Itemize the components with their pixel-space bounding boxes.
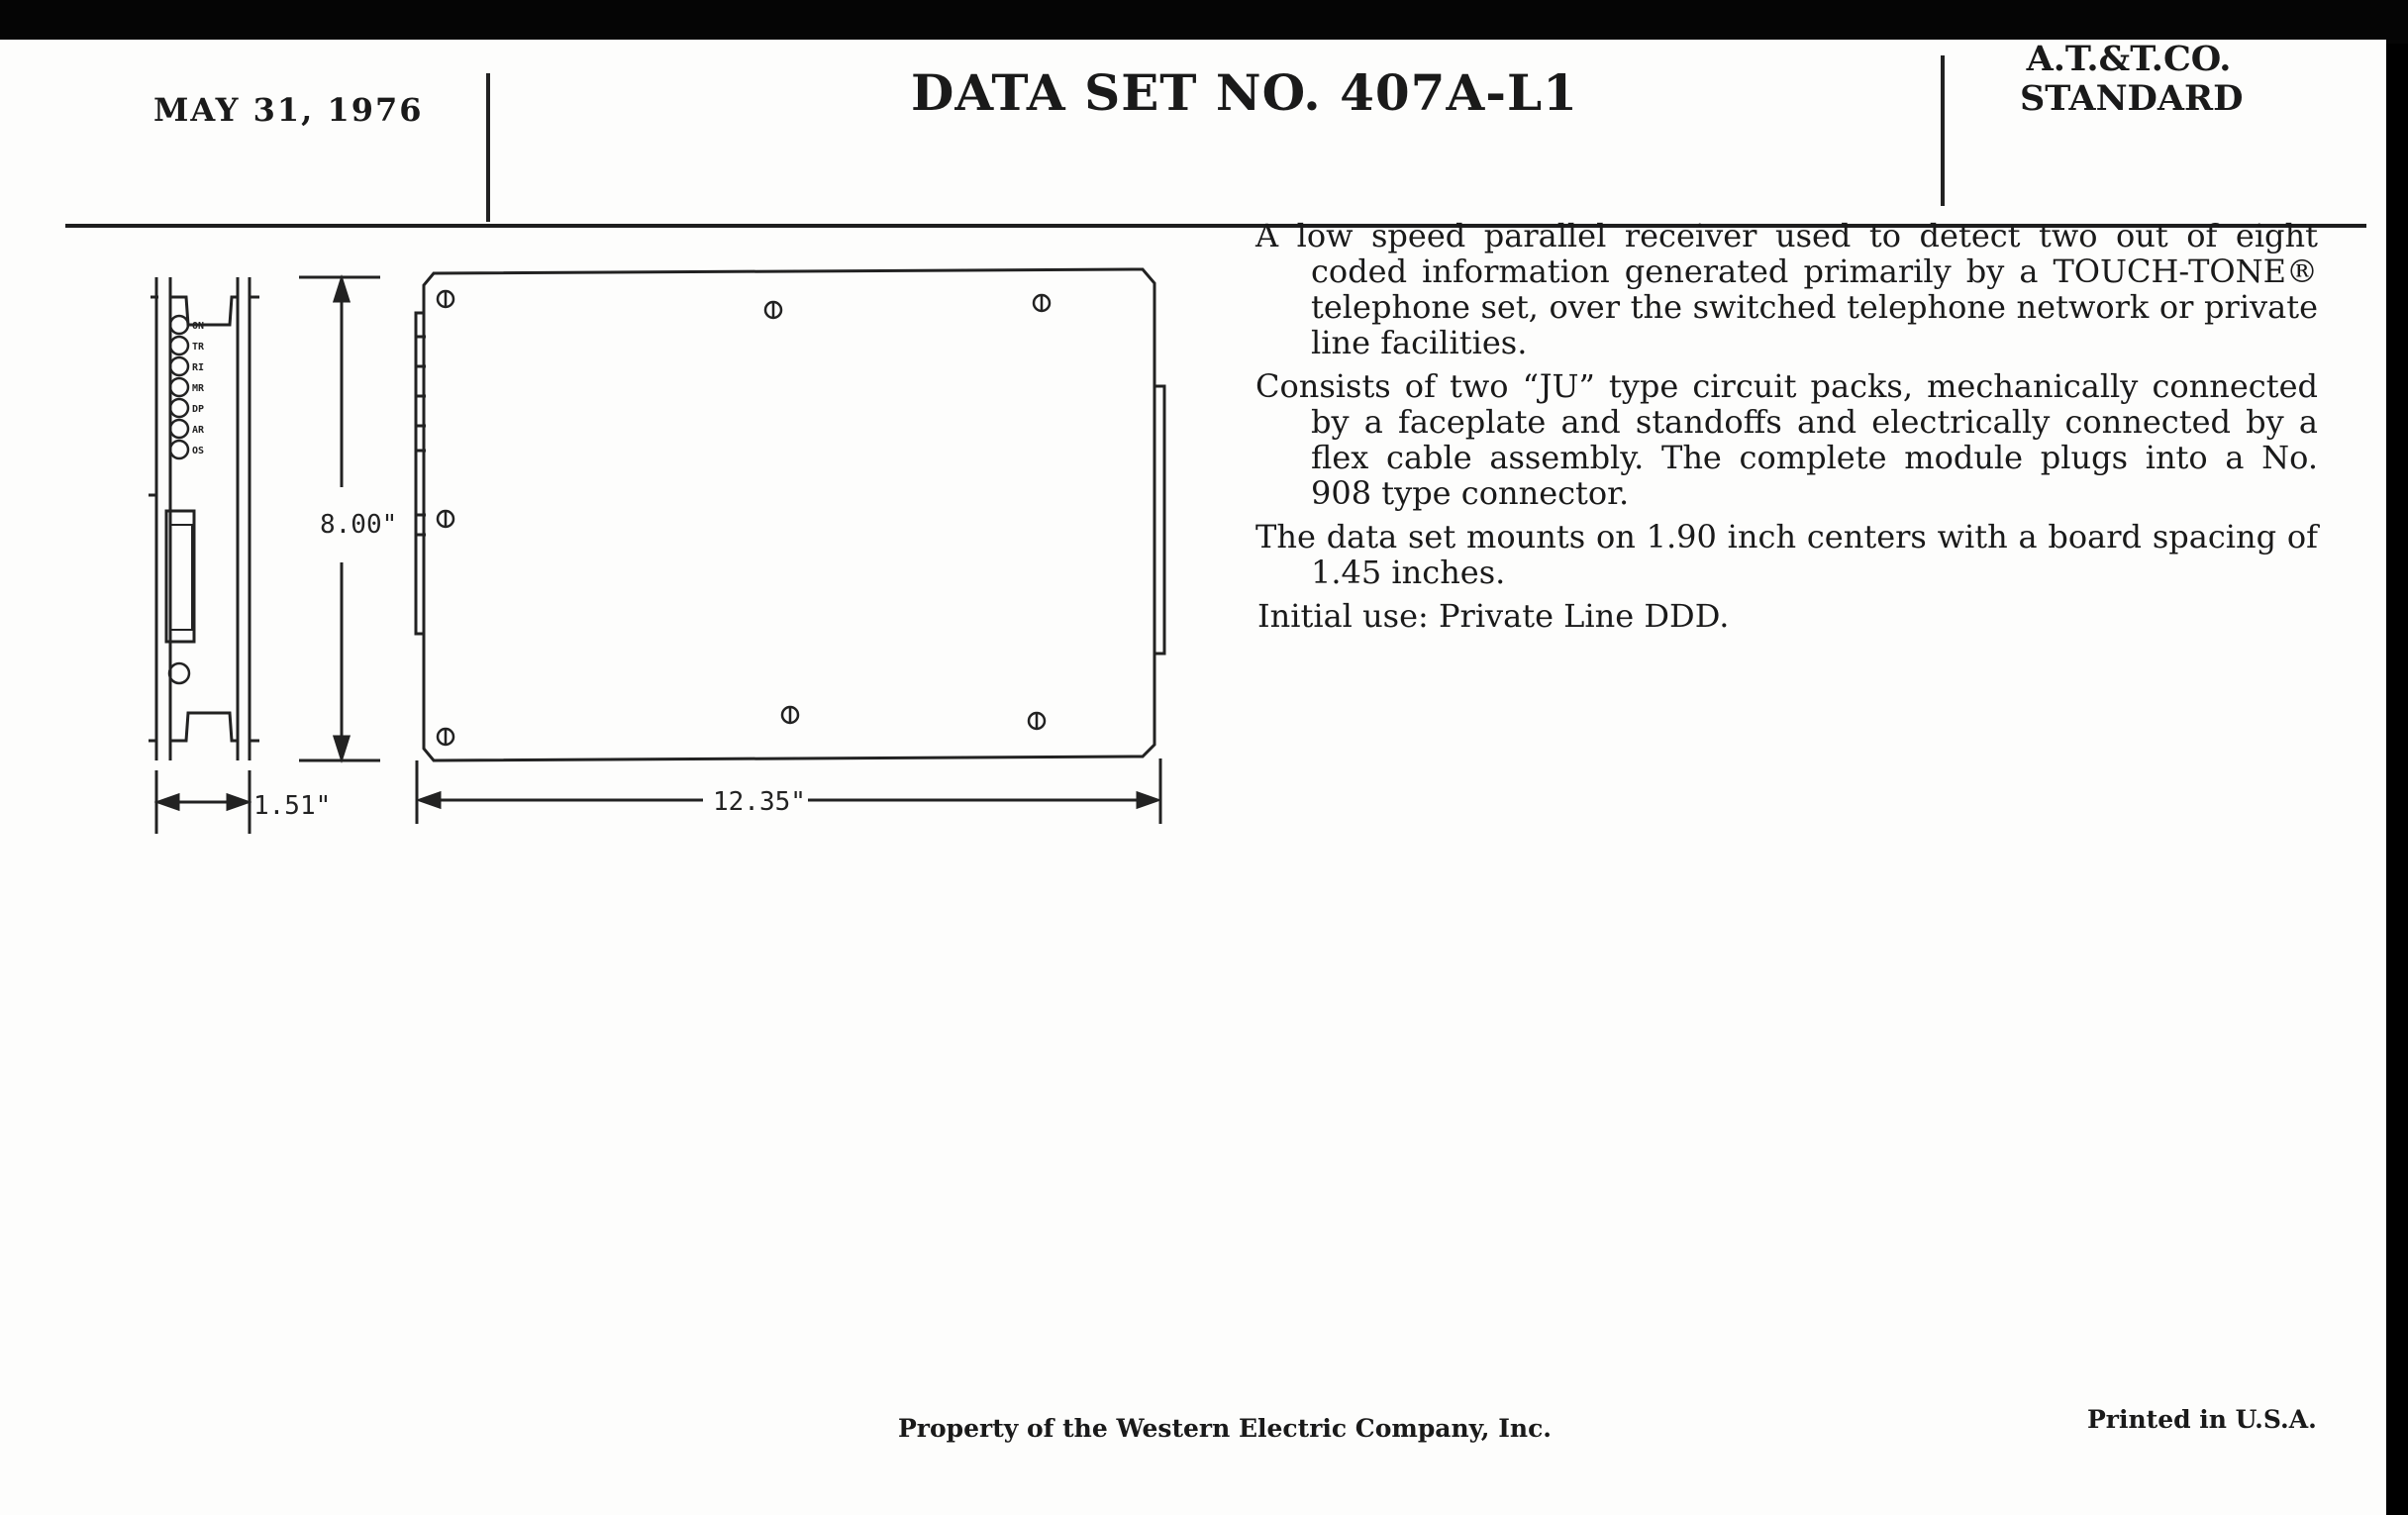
side-width-dimension: 1.51" [253, 791, 332, 821]
led-label: RI [192, 362, 205, 373]
page-title: DATA SET NO. 407A-L1 [911, 63, 1578, 122]
led-label: OS [192, 446, 205, 456]
footer-property: Property of the Western Electric Company, Inc. [898, 1414, 1553, 1443]
description-paragraph: A low speed parallel receiver used to detect two out of eight coded information generated primarily by a TOUCH-TONE® telephone set, over the switched telephone network or private line facilities. [1255, 217, 2318, 361]
footer-printed: Printed in U.S.A. [2087, 1405, 2317, 1434]
led-indicators [169, 316, 189, 683]
standard-line-2: STANDARD [2020, 78, 2244, 119]
led-labels [192, 321, 205, 456]
description-paragraph: The data set mounts on 1.90 inch centers with a board spacing of 1.45 inches. [1255, 518, 2318, 591]
led-label: ON [192, 321, 205, 332]
led-label: DP [192, 404, 205, 415]
description-paragraph: Consists of two “JU” type circuit packs, mechanically connected by a faceplate and standoffs and electrically connected by a flex cable assembly. The complete module plugs into a No. 908 type connector. [1255, 367, 2318, 512]
length-dimension: 12.35" [713, 787, 806, 817]
standard-line-1: A.T.&T.CO. [2026, 39, 2232, 79]
led-label: AR [192, 425, 205, 436]
circuit-board-outline [416, 269, 1164, 760]
initial-use: Initial use: Private Line DDD. [1257, 597, 1730, 635]
mounting-screws [438, 291, 1050, 745]
issue-date: MAY 31, 1976 [153, 91, 424, 129]
description [1255, 218, 2318, 642]
height-dimension: 8.00" [320, 510, 398, 540]
led-label: TR [192, 342, 205, 353]
led-label: MR [192, 383, 205, 394]
